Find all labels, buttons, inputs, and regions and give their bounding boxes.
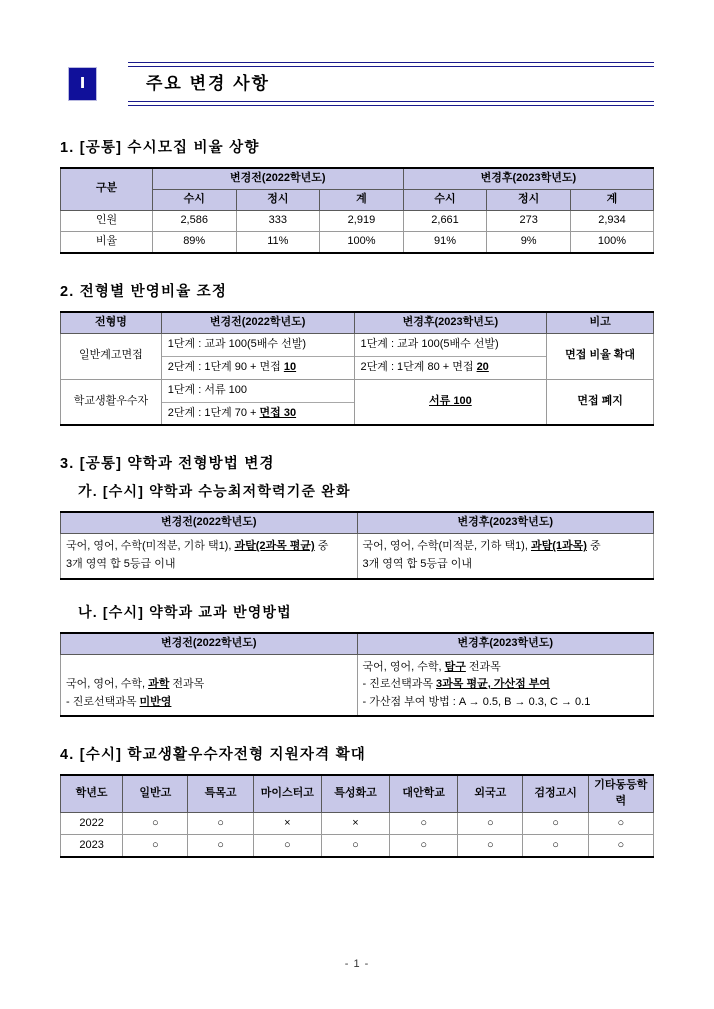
subcol-header-0: 수시 bbox=[152, 189, 236, 210]
col-header-note: 비고 bbox=[547, 313, 654, 333]
eligibility-mark: ○ bbox=[390, 813, 458, 835]
section-4-table-wrap bbox=[60, 774, 654, 858]
admission-ratio-table bbox=[60, 169, 654, 252]
before-cell bbox=[161, 333, 354, 379]
cell: 9% bbox=[487, 231, 571, 251]
section-4 bbox=[60, 743, 654, 858]
cell: 2,919 bbox=[320, 210, 404, 231]
section-2-heading: 2. 전형별 반영비율 조정 bbox=[60, 283, 228, 300]
before-line-1: 1단계 : 교과 100(5배수 선발) bbox=[167, 337, 306, 350]
eligibility-mark: ○ bbox=[523, 813, 588, 835]
before-line-2 bbox=[162, 402, 354, 425]
subcol-header-2: 계 bbox=[320, 189, 404, 210]
table-row bbox=[61, 835, 654, 857]
eligibility-mark: ○ bbox=[390, 835, 458, 857]
col-header-vocational-hs: 특성화고 bbox=[321, 776, 389, 812]
section-3a-table-wrap bbox=[60, 511, 654, 579]
after-line-1-post: 중 bbox=[586, 540, 601, 553]
page-title: 주요 변경 사항 bbox=[146, 74, 270, 93]
col-header-after: 변경후(2023학년도) bbox=[357, 634, 654, 654]
after-cell bbox=[357, 654, 654, 715]
table-row bbox=[61, 333, 654, 379]
eligibility-mark: ○ bbox=[123, 813, 188, 835]
banner-rule-bottom bbox=[128, 101, 654, 106]
after-line-2 bbox=[355, 356, 547, 379]
before-line-2-text: 2단계 : 1단계 90 + 면접 bbox=[167, 360, 284, 373]
col-header-special-purpose-hs: 특목고 bbox=[188, 776, 253, 812]
page-footer: - 1 - bbox=[344, 958, 370, 970]
table-row bbox=[61, 534, 654, 578]
subcol-header-3: 수시 bbox=[403, 189, 487, 210]
before-line-1-emphasis: 과탐(2과목 평균) bbox=[234, 540, 315, 553]
cell: 11% bbox=[236, 231, 320, 251]
note-cell: 면접 비율 확대 bbox=[547, 333, 654, 379]
row-label: 인원 bbox=[61, 210, 153, 231]
after-line-1: 1단계 : 교과 100(5배수 선발) bbox=[360, 337, 499, 350]
table-header-row bbox=[61, 169, 654, 189]
eligibility-expansion-table bbox=[60, 776, 654, 856]
cell: 100% bbox=[320, 231, 404, 251]
eligibility-mark: ○ bbox=[188, 835, 253, 857]
subcol-header-5: 계 bbox=[570, 189, 653, 210]
pharmacy-csat-minimum-table bbox=[60, 513, 654, 577]
cell: 89% bbox=[152, 231, 236, 251]
after-line-1-pre: 국어, 영어, 수학, bbox=[362, 660, 445, 673]
col-header-meister-hs: 마이스터고 bbox=[253, 776, 321, 812]
before-line-1-post: 중 bbox=[314, 540, 329, 553]
eligibility-mark: ○ bbox=[588, 813, 653, 835]
subcol-header-4: 정시 bbox=[487, 189, 571, 210]
table-header-row bbox=[61, 634, 654, 654]
eligibility-mark: × bbox=[321, 813, 389, 835]
after-line-1-emphasis: 탐구 bbox=[444, 660, 466, 673]
col-header-before: 변경전(2022학년도) bbox=[61, 513, 358, 533]
before-line-1: 1단계 : 서류 100 bbox=[167, 383, 247, 396]
before-line-2-emphasis: 면접 30 bbox=[259, 406, 297, 419]
eligibility-mark: ○ bbox=[458, 813, 523, 835]
cell: 333 bbox=[236, 210, 320, 231]
col-header-after: 변경후(2023학년도) bbox=[403, 169, 653, 189]
subcol-header-1: 정시 bbox=[236, 189, 320, 210]
after-single-emphasis: 서류 100 bbox=[429, 395, 472, 408]
after-cell bbox=[354, 333, 547, 379]
after-line-2-emphasis: 3과목 평균, 가산점 부여 bbox=[436, 678, 551, 691]
eligibility-mark: ○ bbox=[523, 835, 588, 857]
table-row bbox=[61, 654, 654, 715]
row-label: 비율 bbox=[61, 231, 153, 251]
banner-marker-numeral: Ⅰ bbox=[68, 67, 97, 101]
col-header-ged: 검정고시 bbox=[523, 776, 588, 812]
col-header-before: 변경전(2022학년도) bbox=[61, 634, 358, 654]
col-header-alternative-school: 대안학교 bbox=[390, 776, 458, 812]
after-line-2-pre: - 진로선택과목 bbox=[362, 678, 437, 691]
section-3-heading: 3. [공통] 약학과 전형방법 변경 bbox=[60, 456, 275, 473]
after-line-2-emphasis: 20 bbox=[476, 360, 489, 373]
table-row bbox=[61, 231, 654, 251]
eligibility-mark: ○ bbox=[458, 835, 523, 857]
table-row bbox=[61, 379, 654, 424]
before-line-1-post: 전과목 bbox=[169, 678, 205, 691]
section-1 bbox=[60, 136, 654, 254]
section-2-table-wrap bbox=[60, 311, 654, 427]
table-row bbox=[61, 210, 654, 231]
row-label-year: 2022 bbox=[61, 813, 123, 835]
before-cell bbox=[161, 379, 354, 424]
after-line-1-pre: 국어, 영어, 수학(미적분, 기하 택1), bbox=[362, 540, 531, 553]
section-1-table-wrap bbox=[60, 167, 654, 254]
after-line-2: 3개 영역 합 5등급 이내 bbox=[362, 557, 472, 570]
cell: 2,586 bbox=[152, 210, 236, 231]
col-header-type: 전형명 bbox=[61, 313, 162, 333]
before-line-1-emphasis: 과학 bbox=[148, 678, 170, 691]
eligibility-mark: ○ bbox=[123, 835, 188, 857]
before-cell bbox=[61, 534, 358, 578]
after-line-1-emphasis: 과탐(1과목) bbox=[530, 540, 587, 553]
col-header-after: 변경후(2023학년도) bbox=[354, 313, 547, 333]
cell: 273 bbox=[487, 210, 571, 231]
col-header-other-equivalent: 기타동등학력 bbox=[588, 776, 653, 812]
after-line-3: - 가산점 부여 방법 : A → 0.5, B → 0.3, C → 0.1 bbox=[362, 695, 591, 708]
section-3 bbox=[60, 452, 654, 717]
before-line-2: 3개 영역 합 5등급 이내 bbox=[66, 557, 176, 570]
section-3a-heading: 가. [수시] 약학과 수능최저학력기준 완화 bbox=[78, 483, 351, 500]
section-3b-heading: 나. [수시] 약학과 교과 반영방법 bbox=[78, 603, 292, 620]
table-row bbox=[61, 813, 654, 835]
col-header-after: 변경후(2023학년도) bbox=[357, 513, 654, 533]
col-header-before: 변경전(2022학년도) bbox=[161, 313, 354, 333]
section-1-heading: 1. [공통] 수시모집 비율 상향 bbox=[60, 140, 260, 156]
row-label-year: 2023 bbox=[61, 835, 123, 857]
table-header-row bbox=[61, 313, 654, 333]
banner-rule-top bbox=[128, 62, 654, 67]
before-line-2-emphasis: 미반영 bbox=[139, 695, 172, 708]
after-line-1-post: 전과목 bbox=[465, 660, 501, 673]
selection-ratio-table bbox=[60, 313, 654, 425]
row-label: 일반계고면접 bbox=[61, 333, 162, 379]
after-line-2-text: 2단계 : 1단계 80 + 면접 bbox=[360, 360, 477, 373]
before-line-2-text: 2단계 : 1단계 70 + bbox=[167, 406, 260, 419]
eligibility-mark: ○ bbox=[253, 835, 321, 857]
section-2 bbox=[60, 280, 654, 427]
before-line-2 bbox=[162, 356, 354, 379]
before-line-1-pre: 국어, 영어, 수학, bbox=[66, 678, 149, 691]
eligibility-mark: × bbox=[253, 813, 321, 835]
cell: 91% bbox=[403, 231, 487, 251]
col-header-category: 구분 bbox=[61, 169, 153, 210]
col-header-foreign-hs: 외국고 bbox=[458, 776, 523, 812]
col-header-year: 학년도 bbox=[61, 776, 123, 812]
before-cell bbox=[61, 654, 358, 715]
before-line-1-pre: 국어, 영어, 수학(미적분, 기하 택1), bbox=[66, 540, 235, 553]
cell: 2,934 bbox=[570, 210, 653, 231]
before-line-2-pre: - 진로선택과목 bbox=[66, 695, 140, 708]
after-cell bbox=[357, 534, 654, 578]
pharmacy-subject-reflection-table bbox=[60, 634, 654, 716]
cell: 2,661 bbox=[403, 210, 487, 231]
table-header-row bbox=[61, 776, 654, 812]
section-4-heading: 4. [수시] 학교생활우수자전형 지원자격 확대 bbox=[60, 747, 366, 764]
col-header-general-hs: 일반고 bbox=[123, 776, 188, 812]
eligibility-mark: ○ bbox=[588, 835, 653, 857]
before-line-2-emphasis: 10 bbox=[283, 360, 297, 373]
col-header-before: 변경전(2022학년도) bbox=[152, 169, 403, 189]
after-cell bbox=[354, 379, 547, 424]
cell: 100% bbox=[570, 231, 653, 251]
row-label: 학교생활우수자 bbox=[61, 379, 162, 424]
table-header-row bbox=[61, 513, 654, 533]
eligibility-mark: ○ bbox=[321, 835, 389, 857]
note-cell: 면접 폐지 bbox=[547, 379, 654, 424]
section-3b-table-wrap bbox=[60, 632, 654, 718]
document-banner bbox=[60, 62, 654, 106]
eligibility-mark: ○ bbox=[188, 813, 253, 835]
